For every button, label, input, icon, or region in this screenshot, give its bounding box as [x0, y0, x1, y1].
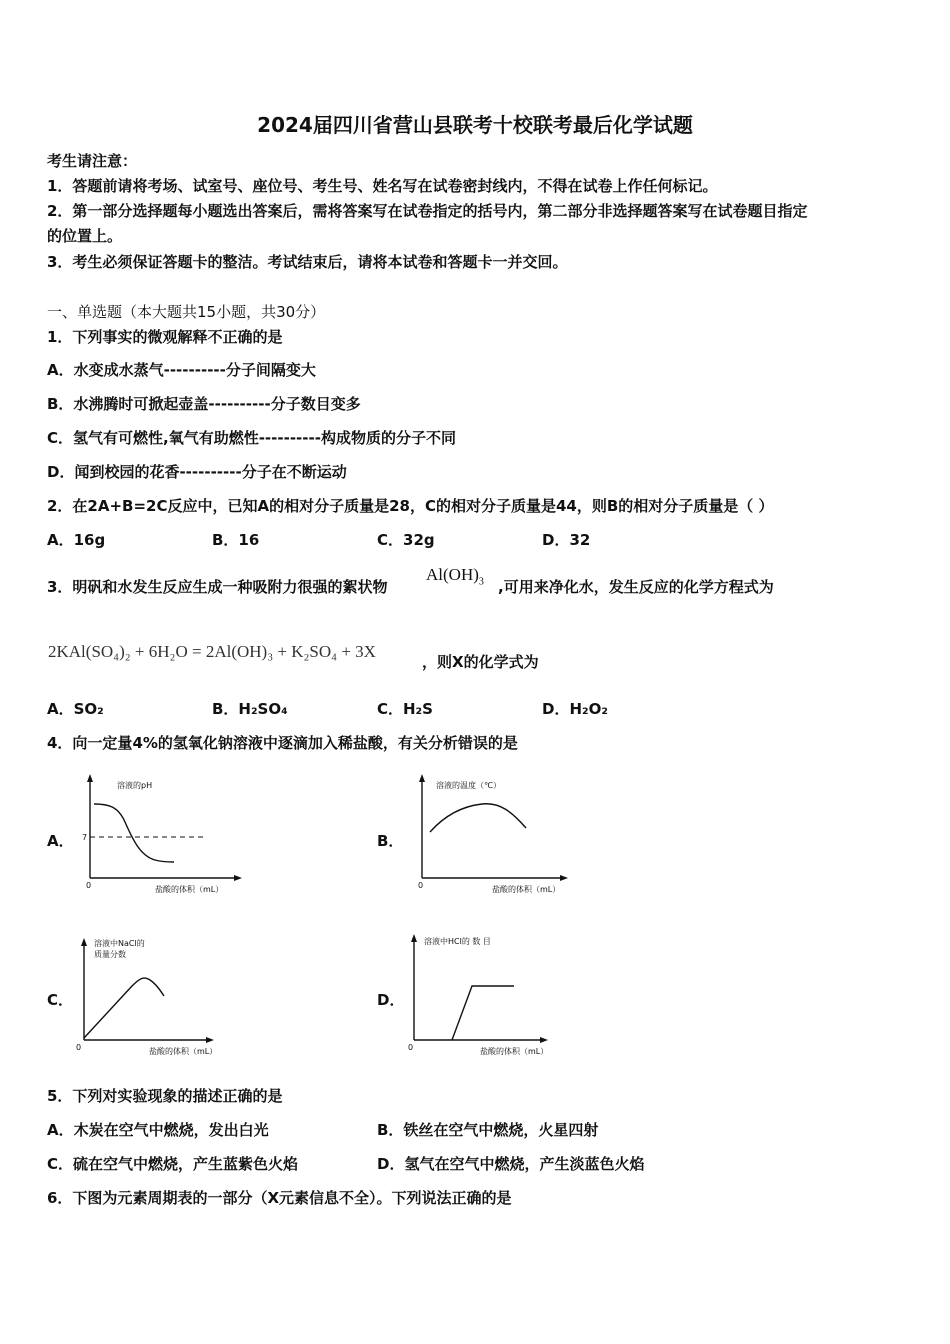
q3-equation: 2KAl(SO₄)₂ + 6H₂O = 2Al(OH)₃ + K₂SO₄ + 3X [48, 642, 376, 661]
graph-b-ylabel: 溶液的温度（℃） [436, 781, 501, 790]
graph-a-ylabel: 溶液的pH [117, 781, 153, 790]
q5-option-b[interactable]: B．铁丝在空气中燃烧，火星四射 [377, 1121, 599, 1139]
q3-option-a[interactable]: A．SO₂ [47, 700, 104, 718]
q5-option-a[interactable]: A．木炭在空气中燃烧，发出白光 [47, 1121, 269, 1139]
q4-option-c-label[interactable]: C． [47, 991, 74, 1009]
q1-option-a[interactable]: A．水变成水蒸气----------分子间隔变大 [47, 361, 316, 379]
q2-option-c[interactable]: C．32g [377, 531, 435, 549]
notice-item-2-cont: 的位置上。 [47, 227, 123, 245]
q5-stem: 5．下列对实验现象的描述正确的是 [47, 1087, 283, 1105]
graph-b-xlabel: 盐酸的体积（mL） [492, 885, 561, 894]
page-title: 2024届四川省营山县联考十校联考最后化学试题 [257, 113, 693, 137]
graph-a-xlabel: 盐酸的体积（mL） [155, 885, 224, 894]
q2-option-b[interactable]: B．16 [212, 531, 260, 549]
graph-a-ref-7: 7 [82, 833, 88, 842]
q6-stem: 6．下图为元素周期表的一部分（X元素信息不全）。下列说法正确的是 [47, 1189, 512, 1207]
notice-item-1: 1．答题前请将考场、试室号、座位号、考生号、姓名写在试卷密封线内，不得在试卷上作任何标记。 [47, 177, 718, 195]
graph-c-ylabel-2: 质量分数 [94, 950, 126, 959]
q1-option-b[interactable]: B．水沸腾时可掀起壶盖----------分子数目变多 [47, 395, 361, 413]
q4-option-d-label[interactable]: D． [377, 991, 405, 1009]
q3-equation-post: ，则X的化学式为 [422, 653, 539, 671]
graph-c-origin: 0 [76, 1043, 82, 1052]
q1-option-c[interactable]: C．氢气有可燃性,氧气有助燃性----------构成物质的分子不同 [47, 429, 456, 447]
notice-item-3: 3．考生必须保证答题卡的整洁。考试结束后，请将本试卷和答题卡一并交回。 [47, 253, 568, 271]
notice-item-2: 2．第一部分选择题每小题选出答案后，需将答案写在试卷指定的括号内，第二部分非选择题答案写在试卷题目指定 [47, 202, 808, 220]
q3-stem-post: ,可用来净化水，发生反应的化学方程式为 [498, 578, 774, 596]
q2-option-d[interactable]: D．32 [542, 531, 591, 549]
q3-option-b[interactable]: B．H₂SO₄ [212, 700, 288, 718]
q4-option-a-label[interactable]: A． [47, 832, 74, 850]
graph-d-origin: 0 [408, 1043, 414, 1052]
q2-stem: 2．在2A+B=2C反应中，已知A的相对分子质量是28，C的相对分子质量是44，则B的相对分子质量是（ ） [47, 497, 774, 515]
q4-graph-c [74, 936, 244, 1062]
q1-stem: 1．下列事实的微观解释不正确的是 [47, 328, 283, 346]
graph-c-ylabel-1: 溶液中NaCl的 [94, 939, 145, 948]
q3-inline-formula: $Al(OH)_3$ [426, 565, 484, 588]
q3-stem-pre: 3．明矾和水发生反应生成一种吸附力很强的絮状物 [47, 578, 388, 596]
notice-heading: 考生请注意： [47, 152, 138, 170]
q1-option-d[interactable]: D．闻到校园的花香----------分子在不断运动 [47, 463, 347, 481]
q2-option-a[interactable]: A．16g [47, 531, 106, 549]
q4-option-b-label[interactable]: B． [377, 832, 404, 850]
q5-option-c[interactable]: C．硫在空气中燃烧，产生蓝紫色火焰 [47, 1155, 299, 1173]
graph-d-xlabel: 盐酸的体积（mL） [480, 1047, 549, 1056]
graph-a-origin: 0 [86, 881, 92, 890]
q3-option-d[interactable]: D．H₂O₂ [542, 700, 608, 718]
graph-d-ylabel: 溶液中HCl的 数 目 [424, 937, 491, 946]
q5-option-d[interactable]: D．氢气在空气中燃烧，产生淡蓝色火焰 [377, 1155, 645, 1173]
q4-graph-d [404, 930, 574, 1060]
graph-c-xlabel: 盐酸的体积（mL） [149, 1047, 218, 1056]
q3-option-c[interactable]: C．H₂S [377, 700, 433, 718]
q4-graph-a [80, 772, 250, 896]
graph-b-origin: 0 [418, 881, 424, 890]
q4-graph-b [412, 772, 582, 896]
section-heading: 一、单选题（本大题共15小题，共30分） [47, 303, 326, 321]
q4-stem: 4．向一定量4%的氢氧化钠溶液中逐滴加入稀盐酸，有关分析错误的是 [47, 734, 518, 752]
